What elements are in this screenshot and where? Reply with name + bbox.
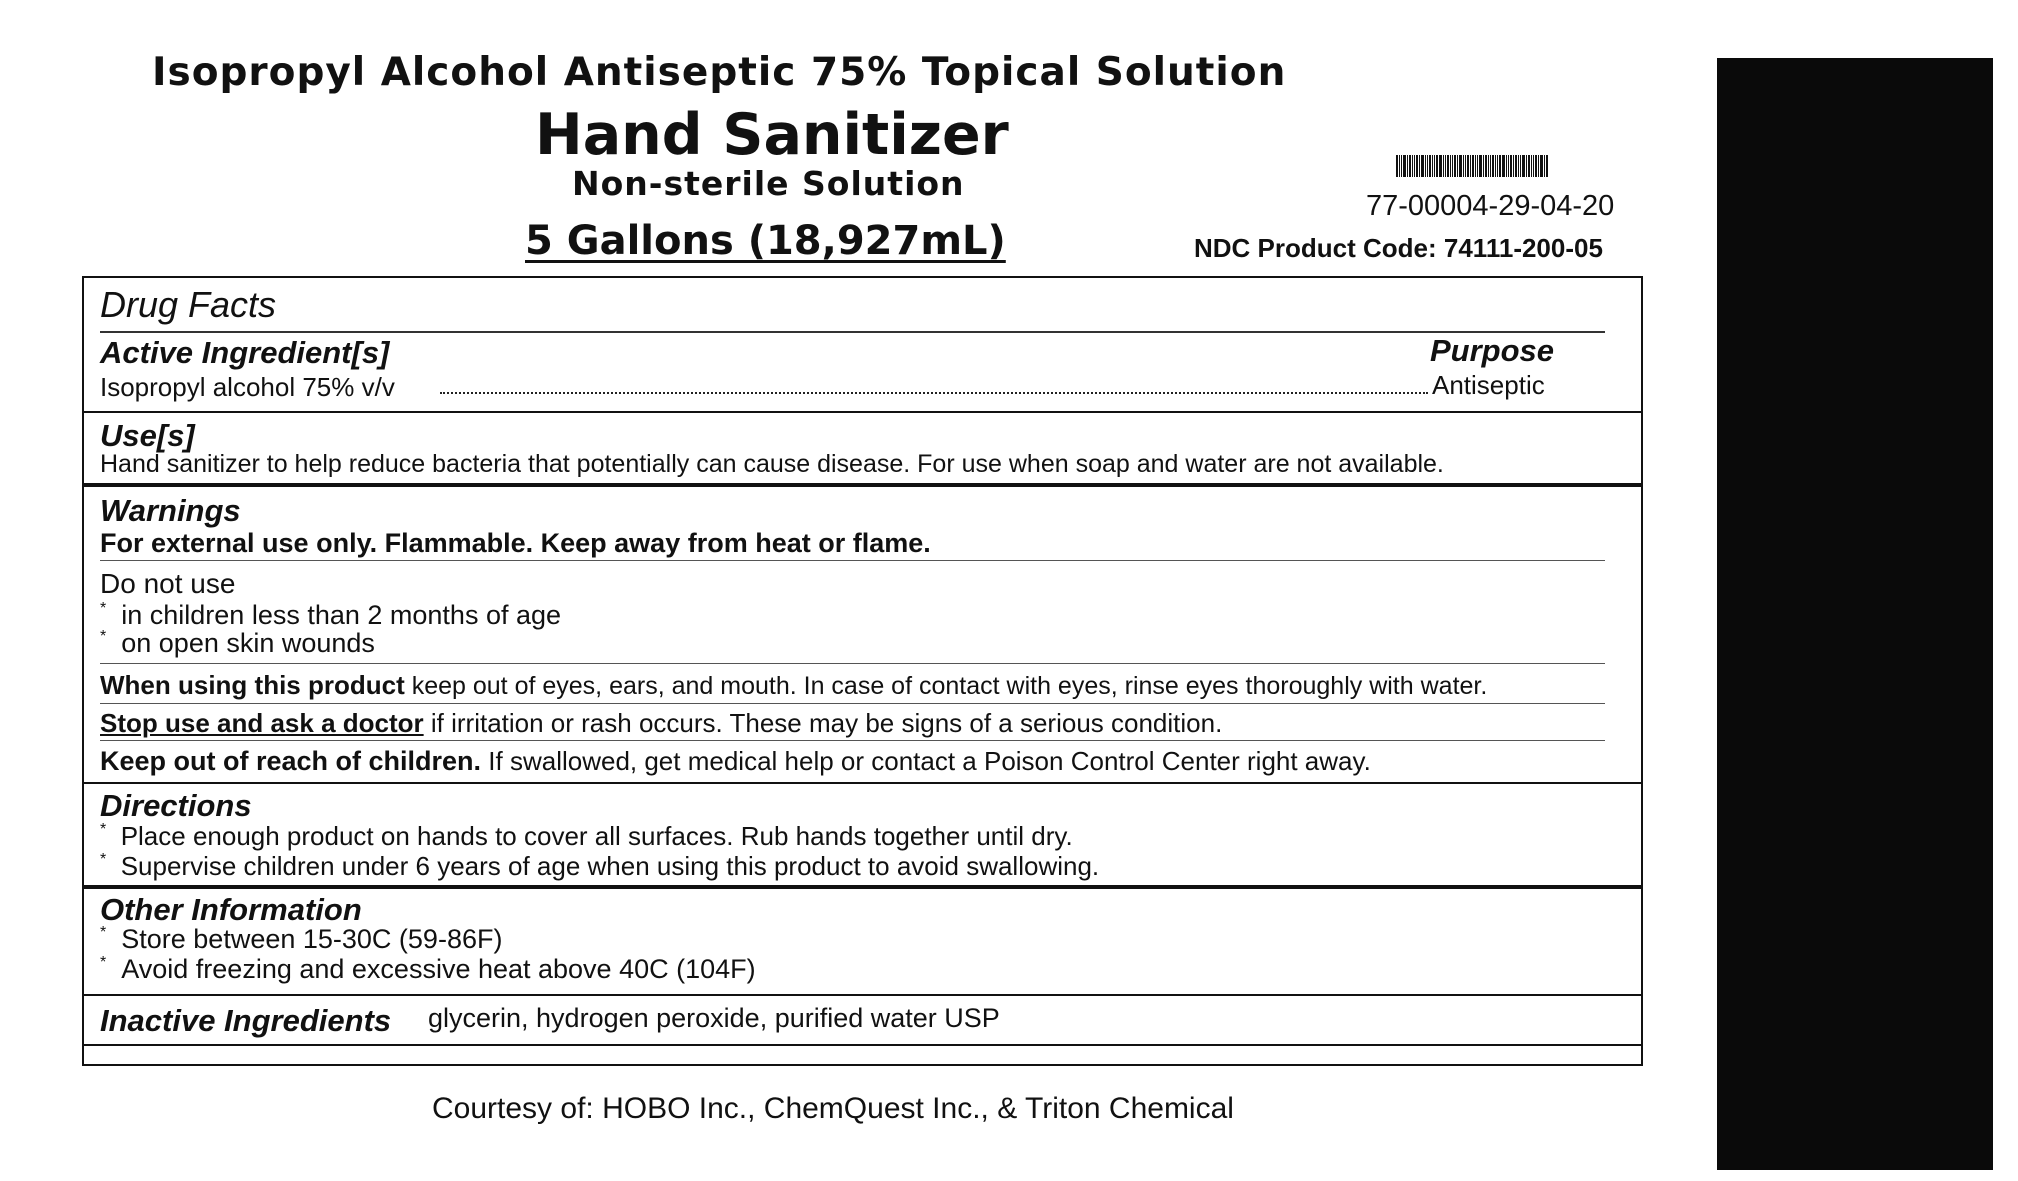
bullet: * bbox=[100, 628, 107, 645]
divider bbox=[100, 560, 1605, 561]
barcode-bar bbox=[1538, 155, 1539, 177]
barcode-bar bbox=[1522, 155, 1525, 177]
barcode-bar bbox=[1463, 155, 1464, 177]
barcode-bar bbox=[1475, 155, 1476, 177]
barcode-bar bbox=[1452, 155, 1453, 177]
inactive-text: glycerin, hydrogen peroxide, purified water USP bbox=[428, 1003, 1000, 1033]
purpose-heading: Purpose bbox=[1430, 333, 1555, 368]
section-divider bbox=[84, 411, 1641, 413]
barcode-bar bbox=[1535, 155, 1537, 177]
barcode-bar bbox=[1396, 155, 1398, 177]
barcode-bar bbox=[1429, 155, 1431, 177]
drug-facts-title: Drug Facts bbox=[100, 284, 277, 325]
barcode-bar bbox=[1488, 155, 1489, 177]
barcode-bar bbox=[1510, 155, 1512, 177]
list-item bbox=[100, 954, 756, 985]
barcode-bar bbox=[1407, 155, 1408, 177]
barcode-bar bbox=[1445, 155, 1446, 177]
barcode-bar bbox=[1439, 155, 1442, 177]
when-using-label: When using this product bbox=[100, 670, 405, 700]
stop-use-line bbox=[100, 708, 1222, 739]
drug-facts-panel bbox=[82, 276, 1643, 1066]
barcode-bar bbox=[1515, 155, 1517, 177]
section-divider bbox=[84, 1044, 1641, 1046]
keep-out-label: Keep out of reach of children. bbox=[100, 746, 482, 776]
barcode-bar bbox=[1497, 155, 1498, 177]
barcode-bar bbox=[1447, 155, 1449, 177]
black-side-panel bbox=[1717, 58, 1993, 1170]
divider bbox=[100, 331, 1605, 333]
list-item bbox=[100, 851, 1099, 882]
barcode-bar bbox=[1427, 155, 1428, 177]
barcode-bar bbox=[1533, 155, 1534, 177]
section-divider bbox=[84, 483, 1641, 487]
barcode-bar bbox=[1401, 155, 1402, 177]
list-item bbox=[100, 600, 561, 631]
barcode-bar bbox=[1409, 155, 1411, 177]
bullet: * bbox=[100, 924, 107, 941]
active-purpose: Antiseptic bbox=[1432, 370, 1545, 400]
barcode-bar bbox=[1531, 155, 1532, 177]
barcode-bar bbox=[1412, 155, 1413, 177]
barcode-bar bbox=[1490, 155, 1491, 177]
list-item-text: Supervise children under 6 years of age when using this product to avoid swallowing. bbox=[120, 851, 1100, 881]
label-title: Isopropyl Alcohol Antiseptic 75% Topical Solution bbox=[152, 50, 1287, 95]
warnings-heading: Warnings bbox=[100, 493, 241, 528]
list-item-text: Place enough product on hands to cover all surfaces. Rub hands together until dry. bbox=[120, 821, 1073, 851]
barcode-bar bbox=[1492, 155, 1494, 177]
barcode-bar bbox=[1416, 155, 1418, 177]
barcode-bar bbox=[1495, 155, 1496, 177]
uses-heading: Use[s] bbox=[100, 418, 195, 453]
barcode-bar bbox=[1513, 155, 1514, 177]
barcode-bar bbox=[1472, 155, 1474, 177]
barcode-bar bbox=[1467, 155, 1469, 177]
list-item bbox=[100, 821, 1073, 852]
barcode-bar bbox=[1508, 155, 1509, 177]
barcode-bar bbox=[1518, 155, 1519, 177]
barcode-bar bbox=[1421, 155, 1424, 177]
list-item-text: on open skin wounds bbox=[121, 628, 375, 658]
barcode-bar bbox=[1436, 155, 1438, 177]
barcode-bar bbox=[1432, 155, 1433, 177]
bullet: * bbox=[100, 954, 107, 971]
active-ingredient: Isopropyl alcohol 75% v/v bbox=[100, 372, 395, 402]
barcode-bar bbox=[1454, 155, 1456, 177]
barcode-bar bbox=[1470, 155, 1471, 177]
divider bbox=[100, 663, 1605, 664]
list-item bbox=[100, 628, 375, 659]
ndc-code: NDC Product Code: 74111-200-05 bbox=[1194, 233, 1603, 263]
list-item-text: Avoid freezing and excessive heat above 40C (104F) bbox=[121, 954, 756, 984]
barcode-bar bbox=[1520, 155, 1521, 177]
barcode-bar bbox=[1485, 155, 1487, 177]
courtesy-text: Courtesy of: HOBO Inc., ChemQuest Inc., & Triton Chemical bbox=[432, 1092, 1234, 1125]
other-info-heading: Other Information bbox=[100, 892, 362, 927]
barcode-bar bbox=[1414, 155, 1415, 177]
list-item-text: Store between 15-30C (59-86F) bbox=[121, 924, 503, 954]
barcode-bar bbox=[1419, 155, 1420, 177]
section-divider bbox=[84, 782, 1641, 784]
barcode-bar bbox=[1434, 155, 1435, 177]
divider bbox=[100, 703, 1605, 704]
barcode-bar bbox=[1546, 155, 1548, 177]
when-using-line bbox=[100, 670, 1487, 701]
list-item bbox=[100, 924, 502, 955]
product-name: Hand Sanitizer bbox=[535, 102, 1009, 168]
section-divider bbox=[84, 885, 1641, 889]
keep-out-text: If swallowed, get medical help or contact a Poison Control Center right away. bbox=[488, 746, 1371, 776]
keep-out-line bbox=[100, 746, 1371, 777]
bullet: * bbox=[100, 821, 107, 838]
product-subtitle: Non-sterile Solution bbox=[572, 164, 965, 203]
barcode-bar bbox=[1450, 155, 1451, 177]
barcode-number: 77-00004-29-04-20 bbox=[1366, 190, 1615, 222]
barcode-bar bbox=[1544, 155, 1545, 177]
list-item-text: in children less than 2 months of age bbox=[121, 600, 562, 630]
barcode-bar bbox=[1443, 155, 1444, 177]
barcode-bar bbox=[1399, 155, 1400, 177]
barcode-icon bbox=[1396, 155, 1618, 177]
external-warning: For external use only. Flammable. Keep away from heat or flame. bbox=[100, 528, 931, 558]
barcode-bar bbox=[1477, 155, 1478, 177]
stop-use-text: if irritation or rash occurs. These may be signs of a serious condition. bbox=[430, 708, 1223, 738]
directions-heading: Directions bbox=[100, 788, 252, 823]
barcode-bar bbox=[1499, 155, 1501, 177]
barcode-bar bbox=[1483, 155, 1484, 177]
stop-use-label: Stop use and ask a doctor bbox=[100, 708, 424, 738]
barcode-bar bbox=[1528, 155, 1530, 177]
dot-leader bbox=[440, 392, 1428, 394]
inactive-heading: Inactive Ingredients bbox=[100, 1003, 392, 1038]
uses-text: Hand sanitizer to help reduce bacteria that potentially can cause disease. For use when soap and water are not available. bbox=[100, 450, 1444, 478]
divider bbox=[100, 740, 1605, 741]
section-divider bbox=[84, 994, 1641, 996]
barcode-bar bbox=[1540, 155, 1543, 177]
barcode-bar bbox=[1425, 155, 1426, 177]
barcode-bar bbox=[1526, 155, 1527, 177]
barcode-bar bbox=[1465, 155, 1466, 177]
product-volume: 5 Gallons (18,927mL) bbox=[525, 218, 1006, 264]
bullet: * bbox=[100, 851, 107, 868]
when-using-text: keep out of eyes, ears, and mouth. In case of contact with eyes, rinse eyes thoroughly with water. bbox=[411, 672, 1488, 700]
barcode-bar bbox=[1457, 155, 1458, 177]
barcode-bar bbox=[1506, 155, 1507, 177]
barcode-bar bbox=[1403, 155, 1406, 177]
bullet: * bbox=[100, 600, 107, 617]
barcode-bar bbox=[1479, 155, 1482, 177]
barcode-bar bbox=[1502, 155, 1505, 177]
active-ingredient-heading: Active Ingredient[s] bbox=[100, 335, 390, 370]
do-not-use-heading: Do not use bbox=[100, 568, 236, 599]
barcode-bar bbox=[1459, 155, 1462, 177]
